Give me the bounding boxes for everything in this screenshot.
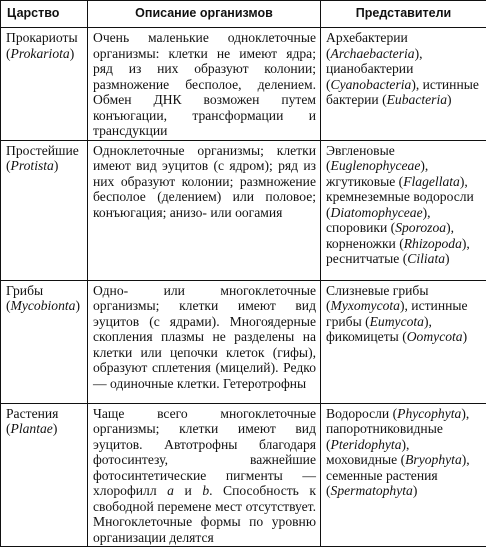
text-segment: ), истинные грибы ( — [326, 298, 468, 329]
text-segment: ) — [445, 251, 450, 266]
latin-term: b — [202, 483, 209, 498]
text-segment: ), жгутиковые ( — [326, 158, 428, 189]
latin-term: Spermatophyta — [331, 483, 413, 498]
description-cell: Одноклеточные организмы; клетки имеют вид эуцитов (с ядром); ряд из них образуют колонии; размножение бесполое (делением) или половое; конъюгация; анизо- или оогамия — [88, 140, 321, 280]
kingdom-name: Растения — [6, 406, 58, 421]
description-cell — [88, 403, 321, 547]
latin-term: Diatomophyceae — [331, 205, 423, 220]
latin-term: Flagellata — [403, 174, 460, 189]
text-segment: Слизневые грибы ( — [326, 283, 428, 314]
latin-term: Ciliata — [407, 251, 445, 266]
latin-term: a — [167, 483, 174, 498]
text-segment: Архебактерии ( — [326, 30, 408, 61]
text-segment: ) — [447, 92, 452, 107]
kingdom-latin: Mycobionta — [11, 298, 76, 313]
header-kingdom: Царство — [1, 1, 88, 28]
text-segment: . Способность к свободной перемене мест отсутствует. Многоклеточные формы по уровню организации делятся — [93, 483, 316, 545]
table-row — [1, 140, 486, 280]
text-segment: ), кремнеземные водоросли ( — [326, 174, 474, 220]
text-segment: ), папоротниковидные ( — [326, 406, 469, 452]
kingdom-name: Грибы — [6, 283, 43, 298]
representatives-cell — [321, 28, 486, 141]
latin-term: Euglenophyceae — [331, 158, 421, 173]
latin-term: Oomycota — [407, 329, 463, 344]
latin-term: Myxomycota — [331, 298, 400, 313]
latin-term: Eubacteria — [387, 92, 447, 107]
header-representatives: Представители — [321, 1, 486, 28]
header-row — [1, 1, 486, 28]
text-segment: ), цианобактерии ( — [326, 46, 423, 92]
text-segment: и — [174, 483, 202, 498]
text-segment: ), споровики ( — [326, 205, 431, 236]
text-segment: ) — [413, 483, 418, 498]
kingdom-latin: Plantae — [11, 421, 53, 436]
text-segment: ), фикомицеты ( — [326, 314, 432, 345]
latin-term: Cyanobacteria — [331, 77, 412, 92]
text-segment: ), семенные растения ( — [326, 452, 470, 498]
latin-term: Phycophyta — [397, 406, 461, 421]
text-segment: ), истинные бактерии ( — [326, 77, 479, 108]
latin-term: Bryophyta — [405, 452, 462, 467]
kingdom-name: Простейшие — [6, 143, 79, 158]
representatives-cell — [321, 280, 486, 403]
latin-term: Sporozoa — [395, 220, 446, 235]
description-cell: Очень маленькие одноклеточные организмы: клетки не имеют ядра; ряд из них образуют колонии; размножение бесполое, делением. Обмен ДНК возможен путем конъюгации, трансформации и трансдукции — [88, 28, 321, 141]
kingdom-latin: Prokariota — [11, 46, 70, 61]
kingdom-cell: Растения (Plantae) — [1, 403, 88, 547]
latin-term: Eumycota — [370, 314, 424, 329]
latin-term: Rhizopoda — [404, 236, 462, 251]
text-segment: Водоросли ( — [326, 406, 397, 421]
kingdom-name: Прокариоты — [6, 30, 78, 45]
text-segment: Эвгленовые ( — [326, 143, 395, 174]
latin-term: Pteridophyta — [331, 437, 402, 452]
header-description: Описание организмов — [88, 1, 321, 28]
table-row — [1, 280, 486, 403]
kingdom-latin: Protista — [11, 158, 54, 173]
table-row — [1, 28, 486, 141]
latin-term: Archaebacteria — [331, 46, 415, 61]
text-segment: ), моховидные ( — [326, 437, 409, 468]
description-cell: Одно- или многоклеточные организмы; клетки имеют вид эуцитов (с ядрами). Многоядерные скопления плазмы не разделены на клетки или цепочки клеток (гифы), образуют сплетения (мицелий). Редко — одиночные клетки. Гетеротрофны — [88, 280, 321, 403]
table-row — [1, 403, 486, 547]
kingdom-cell: Грибы (Mycobionta) — [1, 280, 88, 403]
text-segment: ) — [463, 329, 468, 344]
kingdom-cell: Простейшие (Protista) — [1, 140, 88, 280]
text-segment: ), корненожки ( — [326, 220, 454, 251]
text-segment: Чаще всего многоклеточные организмы; клетки имеют вид эуцитов. Автотрофны благодаря фотосинтезу, важнейшие фотосинтетические пигменты — хлорофилл — [93, 406, 316, 499]
kingdom-cell: Прокариоты (Prokariota) — [1, 28, 88, 141]
text-segment: ), реснитчатые ( — [326, 236, 470, 267]
representatives-cell — [321, 403, 486, 547]
representatives-cell — [321, 140, 486, 280]
